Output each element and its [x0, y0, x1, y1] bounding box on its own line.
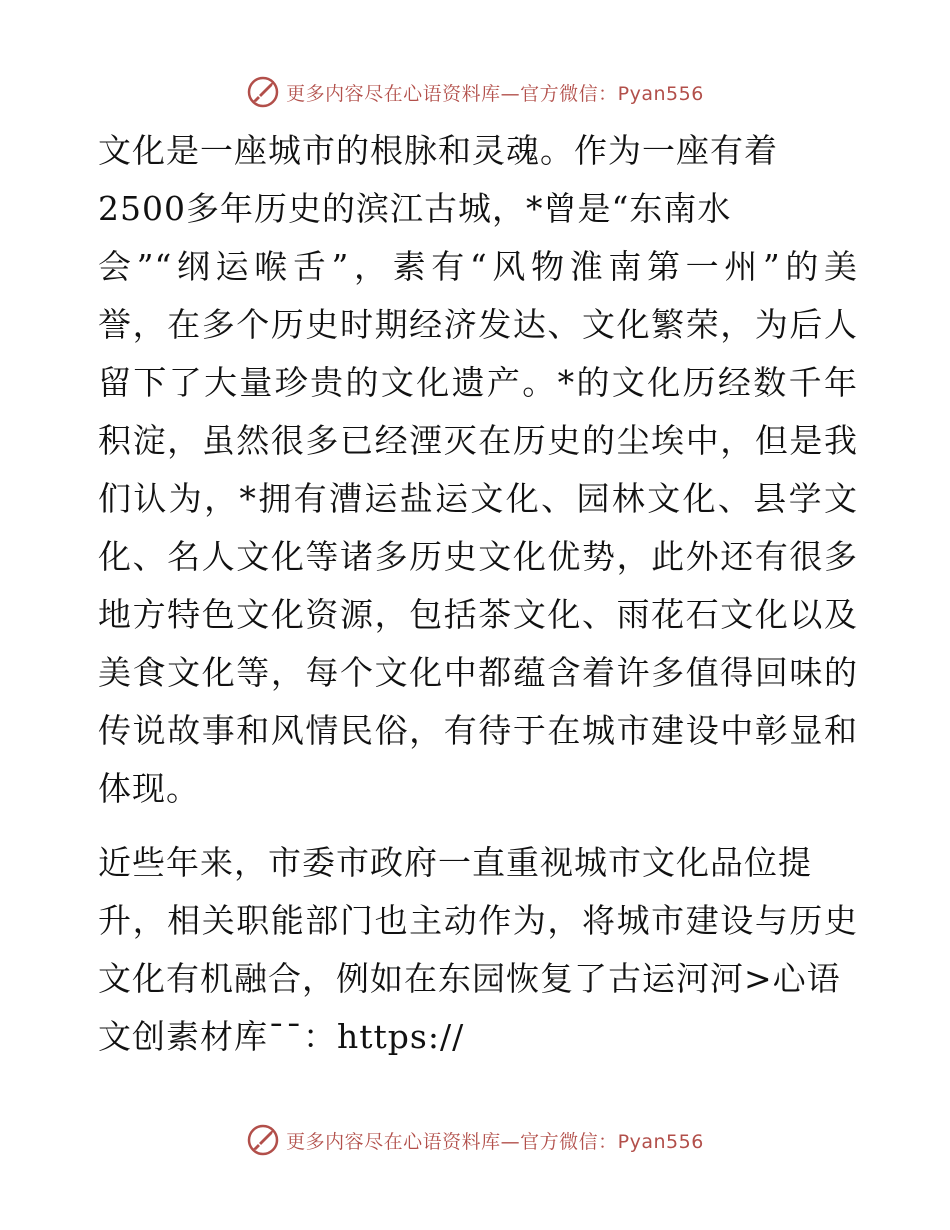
text-line: 誉，在多个历史时期经济发达、文化繁荣，为后人	[98, 305, 858, 344]
paragraph-1	[98, 122, 858, 818]
text-line: 体现。	[98, 769, 200, 808]
text-line: 美食文化等，每个文化中都蕴含着许多值得回味的	[98, 653, 858, 692]
text-line: 近些年来，市委市政府一直重视城市文化品位提	[98, 843, 812, 882]
text-line: 留下了大量珍贵的文化遗产。*的文化历经数千年	[98, 363, 858, 402]
paragraph-spacer	[98, 818, 858, 834]
text-line: 2500多年历史的滨江古城，*曾是“东南水	[98, 189, 732, 228]
text-line: 升，相关职能部门也主动作为，将城市建设与历史	[98, 901, 858, 940]
watermark-text: 更多内容尽在心语资料库—官方微信：Pyan556	[286, 1130, 704, 1153]
text-line: 们认为，*拥有漕运盐运文化、园林文化、县学文	[98, 479, 858, 518]
text-line: 文创素材库¯¯：https://	[98, 1017, 465, 1056]
text-line: 传说故事和风情民俗，有待于在城市建设中彰显和	[98, 711, 858, 750]
paragraph-2	[98, 834, 858, 1066]
quill-pen-seal-icon	[246, 75, 280, 109]
text-line: 地方特色文化资源，包括茶文化、雨花石文化以及	[98, 595, 858, 634]
text-line: 文化有机融合，例如在东园恢复了古运河河>心语	[98, 959, 841, 998]
header-watermark	[0, 72, 950, 112]
footer-watermark	[0, 1120, 950, 1160]
document-body	[98, 122, 858, 1066]
text-line: 积淀，虽然很多已经湮灭在历史的尘埃中，但是我	[98, 421, 858, 460]
text-line: 会”“纲运喉舌”，素有“风物淮南第一州”的美	[98, 247, 858, 286]
text-line: 化、名人文化等诸多历史文化优势，此外还有很多	[98, 537, 858, 576]
quill-pen-seal-icon	[246, 1123, 280, 1157]
watermark-text: 更多内容尽在心语资料库—官方微信：Pyan556	[286, 82, 704, 105]
text-line: 文化是一座城市的根脉和灵魂。作为一座有着	[98, 131, 778, 170]
